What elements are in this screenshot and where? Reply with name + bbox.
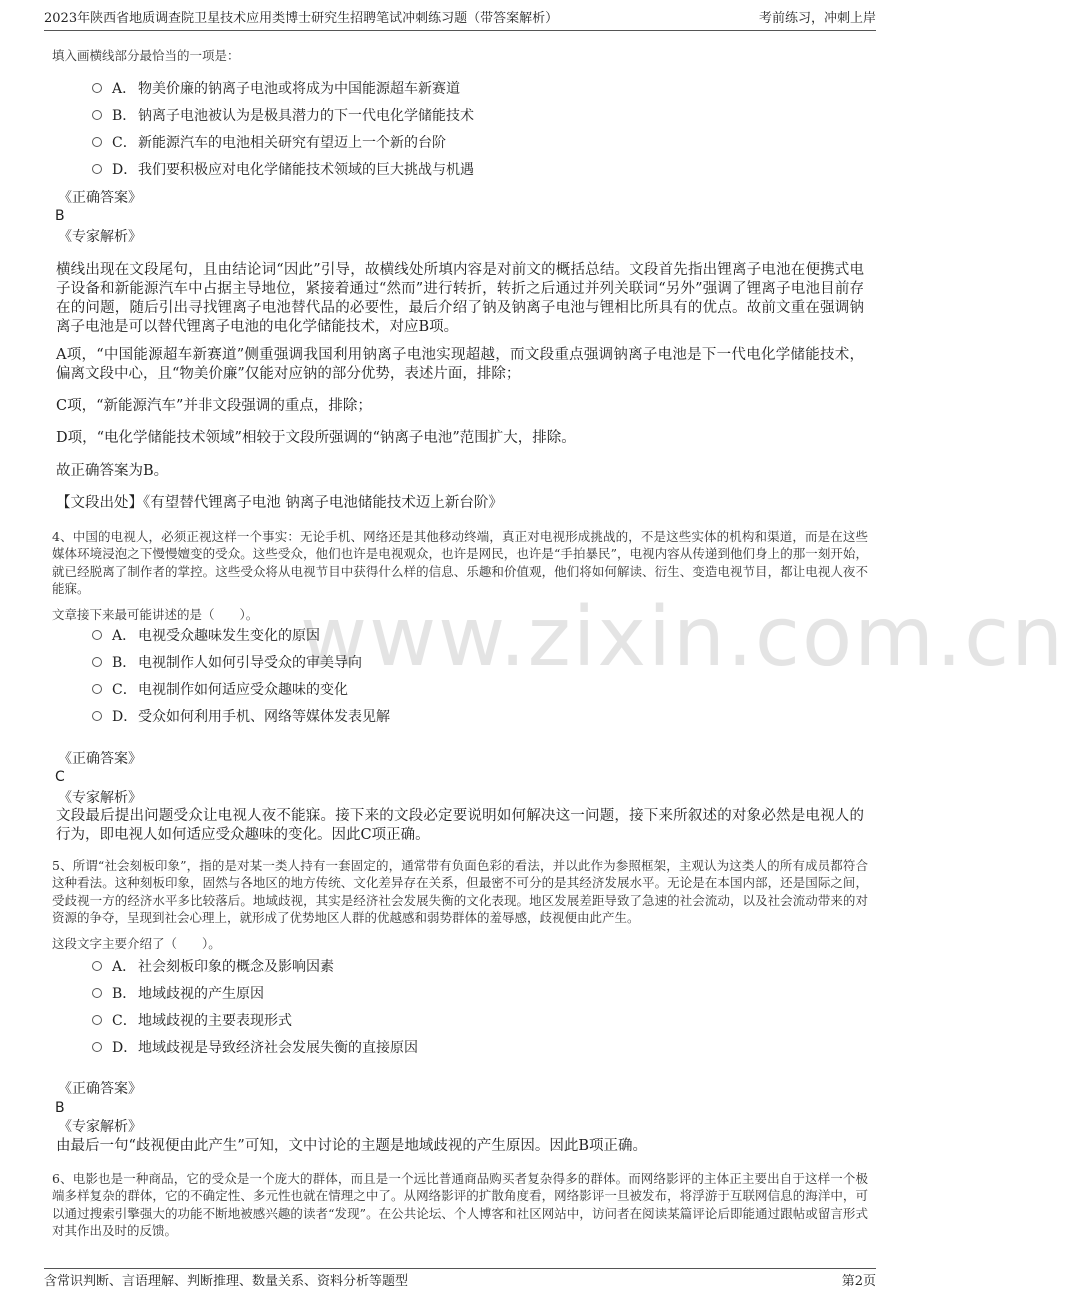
option-letter: D． [112, 1040, 138, 1056]
option-letter: D． [112, 162, 138, 178]
q5-option-b[interactable] [92, 983, 264, 1005]
q3-analysis-p5: 故正确答案为B。 [56, 463, 169, 479]
option-letter: D． [112, 709, 138, 725]
radio-icon[interactable] [92, 988, 102, 998]
option-text: 新能源汽车的电池相关研究有望迈上一个新的台阶 [138, 135, 446, 151]
q5-text: 5、所谓“社会刻板印象”，指的是对某一类人持有一套固定的，通常带有负面色彩的看法，并以此作为参照框架，主观认为这类人的所有成员都符合这种看法。这种刻板印象，固然与各地区的地方传统、文化差异存在关系，但最密不可分的是其经济发展水平。无论是在本国内部，还是国际之间，受歧视一方的经济水平多比较落后。地域歧视，其实是经济社会发展失衡的文化表现。地区发展差距导致了急速的社会流动，以及社会流动带来的对资源的争夺，呈现到社会心理上，就形成了优势地区人群的优越感和弱势群体的羞辱感，歧视便由此产生。 [52, 858, 868, 926]
radio-icon[interactable] [92, 630, 102, 640]
q3-analysis-p1: 横线出现在文段尾句，且由结论词“因此”引导，故横线处所填内容是对前文的概括总结。文段首先指出锂离子电池在便携式电子设备和新能源汽车中占据主导地位，紧接着通过“然而”进行转折，转折之后通过并列关联词“另外”强调了锂离子电池目前存在的问题，随后引出寻找锂离子电池替代品的必要性，最后介绍了钠及钠离子电池与锂相比所具有的优点。故前文重在强调钠离子电池是可以替代锂离子电池的电化学储能技术，对应B项。 [56, 262, 864, 335]
radio-icon[interactable] [92, 657, 102, 667]
q3-option-d[interactable] [92, 159, 474, 181]
q5-option-d[interactable] [92, 1037, 418, 1059]
q4-option-c[interactable] [92, 679, 348, 701]
radio-icon[interactable] [92, 1042, 102, 1052]
watermark: www.zixin.com.cn [300, 590, 1065, 685]
option-letter: C． [112, 682, 137, 698]
q3-analysis-label: 《专家解析》 [58, 229, 142, 245]
q4-analysis-label: 《专家解析》 [58, 790, 142, 806]
q4-prompt: 文章接下来最可能讲述的是（ ）。 [52, 607, 259, 622]
radio-icon[interactable] [92, 961, 102, 971]
option-text: 物美价廉的钠离子电池或将成为中国能源超车新赛道 [138, 81, 460, 97]
q4-analysis: 文段最后提出问题受众让电视人夜不能寐。接下来的文段必定要说明如何解决这一问题，接下来所叙述的对象必然是电视人的行为，即电视人如何适应受众趣味的变化。因此C项正确。 [56, 808, 864, 843]
option-text: 地域歧视的主要表现形式 [138, 1013, 292, 1029]
option-text: 我们要积极应对电化学储能技术领域的巨大挑战与机遇 [138, 162, 474, 178]
q5-analysis-label: 《专家解析》 [58, 1119, 142, 1135]
q4-option-d[interactable] [92, 706, 390, 728]
q3-prompt: 填入画横线部分最恰当的一项是： [52, 48, 240, 63]
q3-analysis-p3: C项，“新能源汽车”并非文段强调的重点，排除； [56, 398, 372, 414]
option-letter: B． [112, 986, 137, 1002]
q3-option-a[interactable] [92, 78, 460, 100]
radio-icon[interactable] [92, 684, 102, 694]
q3-option-c[interactable] [92, 132, 446, 154]
header-title: 2023年陕西省地质调查院卫星技术应用类博士研究生招聘笔试冲刺练习题（带答案解析） [44, 11, 559, 26]
q5-answer: B [55, 1100, 65, 1116]
q5-answer-label: 《正确答案》 [58, 1081, 142, 1097]
option-text: 电视制作如何适应受众趣味的变化 [138, 682, 348, 698]
q4-answer: C [55, 769, 65, 785]
option-text: 钠离子电池被认为是极具潜力的下一代电化学储能技术 [138, 108, 474, 124]
q4-option-a[interactable] [92, 625, 320, 647]
radio-icon[interactable] [92, 164, 102, 174]
option-text: 受众如何利用手机、网络等媒体发表见解 [138, 709, 390, 725]
option-text: 地域歧视是导致经济社会发展失衡的直接原因 [138, 1040, 418, 1056]
q5-analysis: 由最后一句“歧视便由此产生”可知，文中讨论的主题是地域歧视的产生原因。因此B项正确。 [56, 1138, 647, 1154]
radio-icon[interactable] [92, 1015, 102, 1025]
option-letter: B． [112, 655, 137, 671]
radio-icon[interactable] [92, 711, 102, 721]
option-letter: A． [112, 959, 137, 975]
q5-option-a[interactable] [92, 956, 334, 978]
q4-answer-label: 《正确答案》 [58, 751, 142, 767]
footer-note: 含常识判断、言语理解、判断推理、数量关系、资料分析等题型 [44, 1274, 409, 1289]
q3-answer: B [55, 208, 65, 224]
page-header [44, 8, 876, 31]
q4-option-b[interactable] [92, 652, 362, 674]
q6-text: 6、电影也是一种商品，它的受众是一个庞大的群体，而且是一个远比普通商品购买者复杂得多的群体。而网络影评的主体正主要出自于这样一个极端多样复杂的群体，它的不确定性、多元性也就在情理之中了。从网络影评的扩散角度看，网络影评一旦被发布，将浮游于互联网信息的海洋中，可以通过搜索引擎强大的功能不断地被感兴趣的读者“发现”。在公共论坛、个人博客和社区网站中，访问者在阅读某篇评论后即能通过跟帖或留言形式对其作出及时的反馈。 [52, 1171, 868, 1239]
option-letter: A． [112, 81, 137, 97]
option-text: 电视受众趣味发生变化的原因 [138, 628, 320, 644]
option-text: 社会刻板印象的概念及影响因素 [138, 959, 334, 975]
option-letter: C． [112, 1013, 137, 1029]
radio-icon[interactable] [92, 137, 102, 147]
radio-icon[interactable] [92, 83, 102, 93]
q5-prompt: 这段文字主要介绍了（ ）。 [52, 936, 221, 951]
q3-answer-label: 《正确答案》 [58, 190, 142, 206]
radio-icon[interactable] [92, 110, 102, 120]
q4-text: 4、中国的电视人，必须正视这样一个事实：无论手机、网络还是其他移动终端，真正对电视形成挑战的，不是这些实体的机构和渠道，而是在这些媒体环境浸泡之下慢慢嬗变的受众。这些受众，他们也许是电视观众，也许是网民，也许是“手拍暴民”，电视内容从传递到他们身上的那一刻开始，就已经脱离了制作者的掌控。这些受众将从电视节目中获得什么样的信息、乐趣和价值观，他们将如何解读、衍生、变造电视节目，都让电视人夜不能寐。 [52, 529, 868, 597]
option-letter: A． [112, 628, 137, 644]
q3-option-b[interactable] [92, 105, 474, 127]
q3-analysis-p4: D项，“电化学储能技术领域”相较于文段所强调的“钠离子电池”范围扩大，排除。 [56, 430, 576, 446]
header-slogan: 考前练习，冲刺上岸 [758, 11, 876, 26]
page-footer [44, 1268, 876, 1291]
q3-source: 【文段出处】《有望替代锂离子电池 钠离子电池储能技术迈上新台阶》 [56, 495, 503, 511]
q5-option-c[interactable] [92, 1010, 292, 1032]
option-letter: B． [112, 108, 137, 124]
page-number: 第2页 [841, 1274, 876, 1289]
option-letter: C． [112, 135, 137, 151]
option-text: 地域歧视的产生原因 [138, 986, 264, 1002]
q3-analysis-p2: A项，“中国能源超车新赛道”侧重强调我国利用钠离子电池实现超越，而文段重点强调钠离子电池是下一代电化学储能技术，偏离文段中心，且“物美价廉”仅能对应钠的部分优势，表述片面，排除； [56, 347, 864, 382]
option-text: 电视制作人如何引导受众的审美导向 [138, 655, 362, 671]
